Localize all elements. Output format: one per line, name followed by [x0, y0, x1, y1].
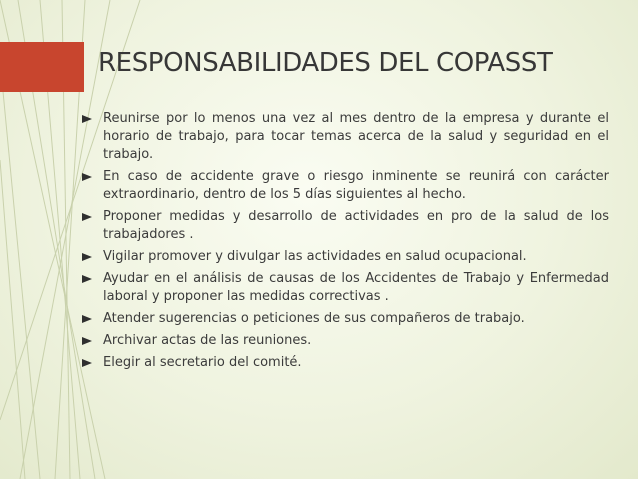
- slide-title: RESPONSABILIDADES DEL COPASST: [98, 48, 553, 78]
- arrowhead-bullet-icon: [82, 213, 92, 221]
- list-item: [82, 270, 609, 306]
- bullet-text: Elegir al secretario del comité.: [103, 355, 302, 370]
- bullet-text: Archivar actas de las reuniones.: [103, 333, 312, 348]
- bullet-text: En caso de accidente grave o riesgo inminente se reunirá con carácter extraordinario, dentro de los 5 días siguientes al hecho.: [103, 169, 609, 202]
- arrowhead-bullet-icon: [82, 315, 92, 323]
- bullet-text: Proponer medidas y desarrollo de actividades en pro de la salud de los trabajadores .: [103, 209, 609, 242]
- arrowhead-bullet-icon: [82, 275, 92, 283]
- list-item: [82, 168, 609, 204]
- arrowhead-bullet-icon: [82, 173, 92, 181]
- list-item: [82, 332, 609, 350]
- list-item: [82, 110, 609, 164]
- bullet-list: [82, 110, 609, 376]
- arrowhead-bullet-icon: [82, 359, 92, 367]
- list-item: [82, 208, 609, 244]
- title-accent-bar: [0, 42, 84, 92]
- bullet-text: Vigilar promover y divulgar las actividades en salud ocupacional.: [103, 249, 527, 264]
- arrowhead-bullet-icon: [82, 253, 92, 261]
- bullet-text: Ayudar en el análisis de causas de los Accidentes de Trabajo y Enfermedad laboral y proponer las medidas correctivas .: [103, 271, 609, 304]
- list-item: [82, 310, 609, 328]
- bullet-text: Atender sugerencias o peticiones de sus compañeros de trabajo.: [103, 311, 525, 326]
- arrowhead-bullet-icon: [82, 337, 92, 345]
- list-item: [82, 248, 609, 266]
- arrowhead-bullet-icon: [82, 115, 92, 123]
- list-item: [82, 354, 609, 372]
- bullet-text: Reunirse por lo menos una vez al mes dentro de la empresa y durante el horario de trabajo, para tocar temas acerca de la salud y seguridad en el trabajo.: [103, 111, 609, 162]
